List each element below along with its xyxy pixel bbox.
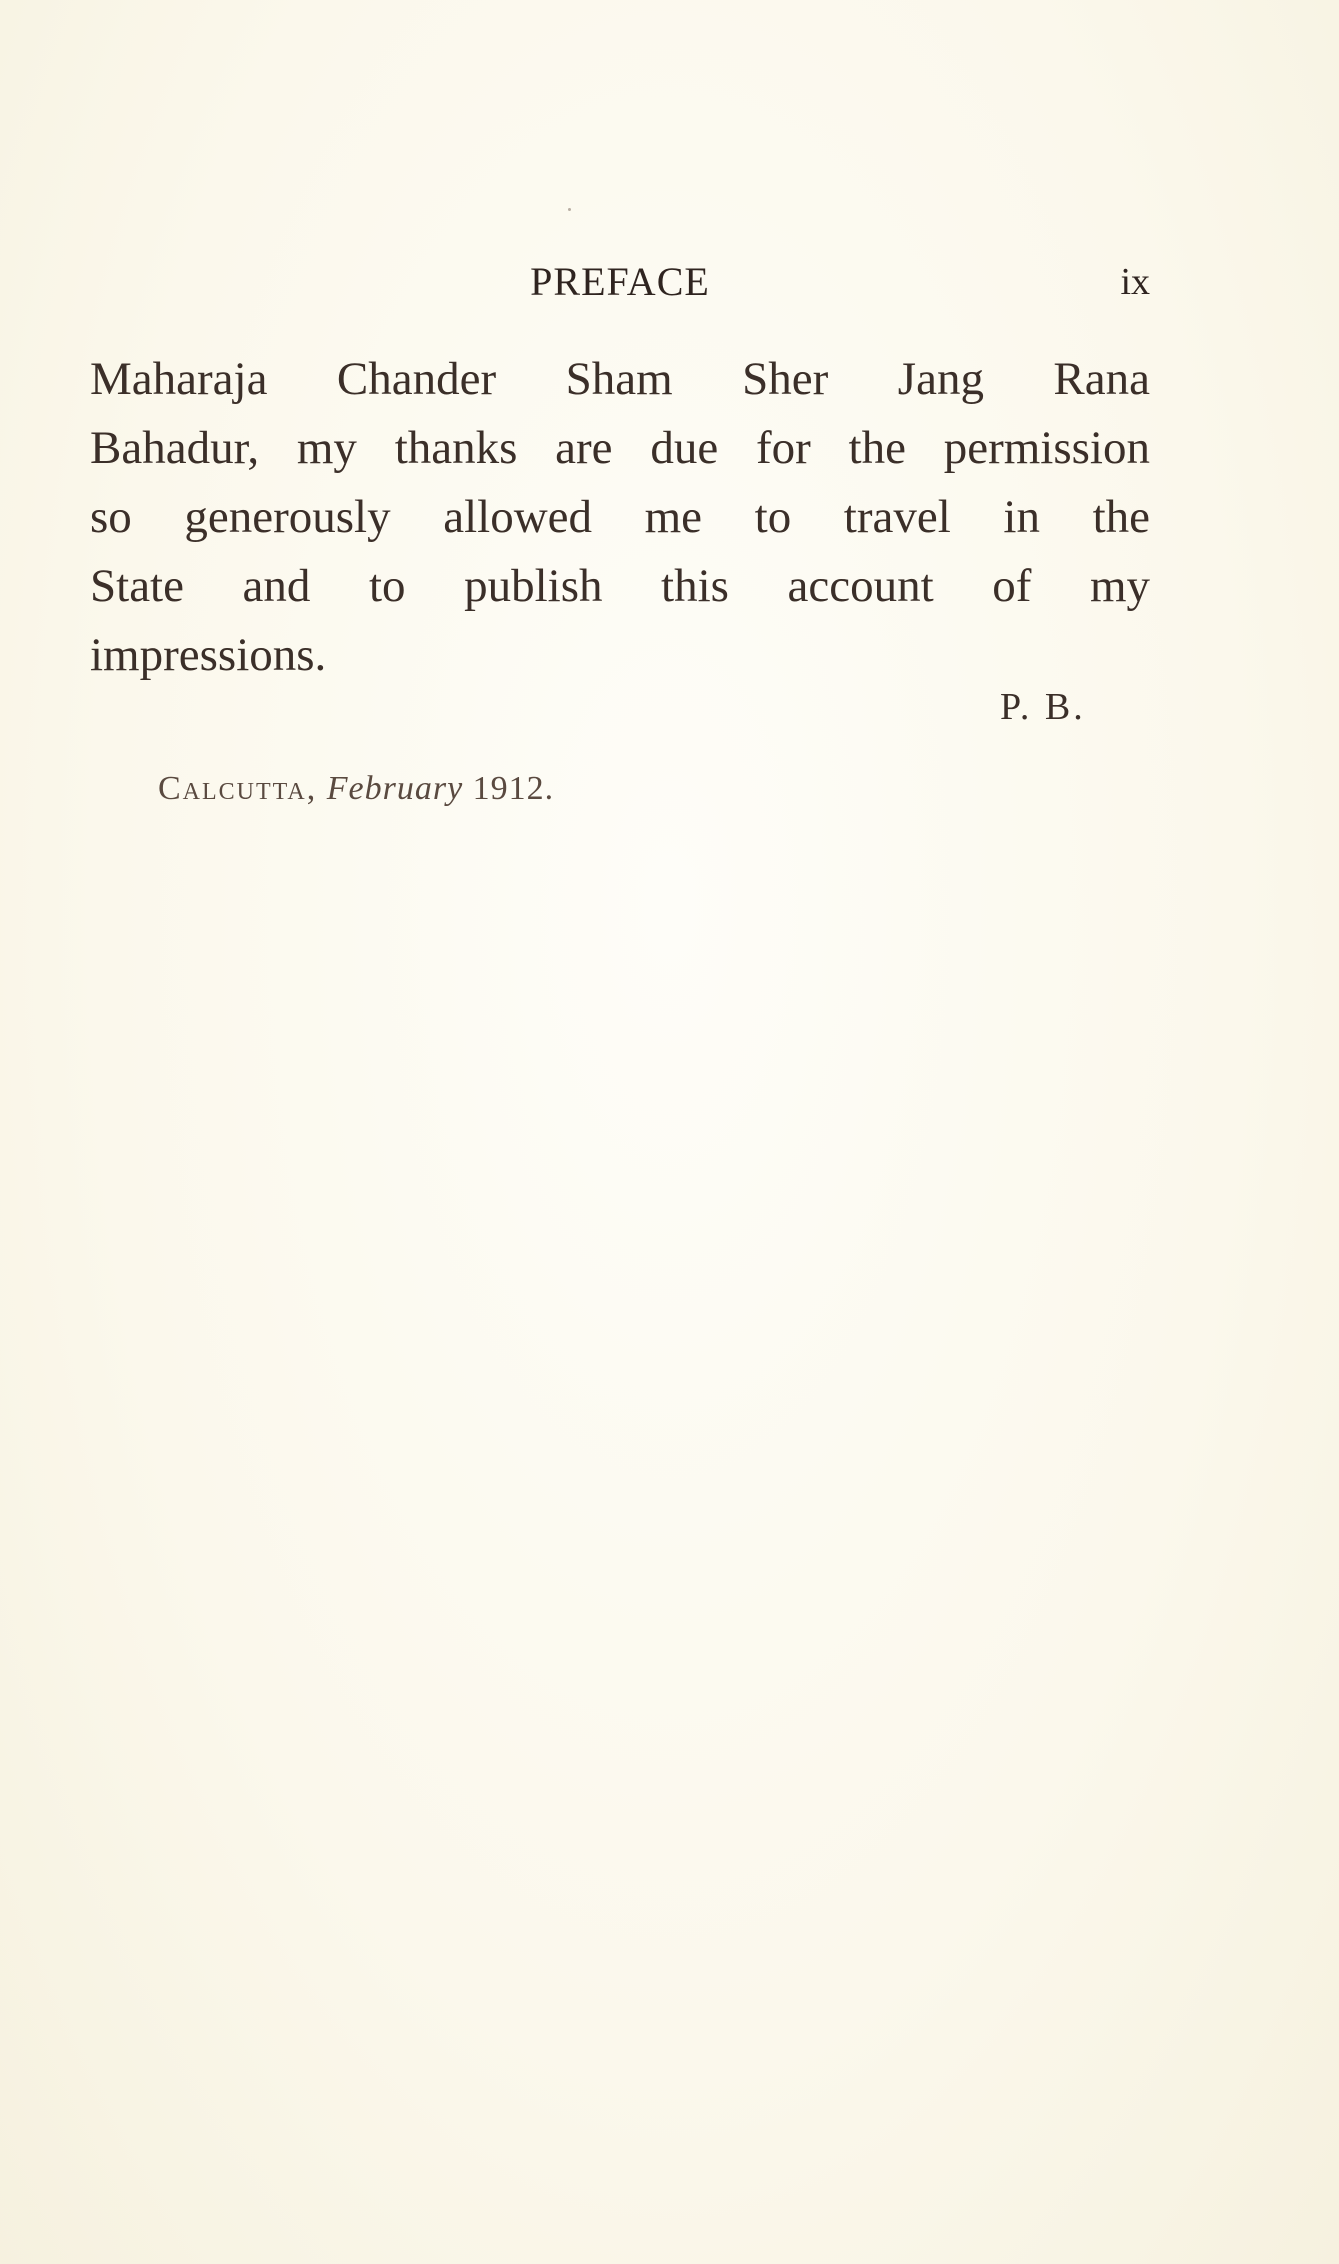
- paragraph-line: Maharaja Chander Sham Sher Jang Rana: [90, 353, 1150, 405]
- paragraph-line: so generously allowed me to travel in the: [90, 491, 1150, 543]
- paragraph-line: State and to publish this account of my: [90, 560, 1150, 612]
- dateline-year: 1912.: [472, 770, 555, 807]
- dateline-place: Calcutta,: [158, 770, 318, 807]
- paragraph-line: Bahadur, my thanks are due for the permission: [90, 422, 1150, 474]
- dateline: [158, 770, 554, 808]
- running-head: [90, 258, 1150, 318]
- page-number: ix: [1120, 261, 1150, 303]
- author-initials: P. B.: [1000, 686, 1086, 728]
- dateline-month: February: [326, 770, 464, 807]
- ink-speck: [568, 208, 571, 211]
- paragraph-line: impressions.: [90, 629, 327, 681]
- page-title: PREFACE: [530, 259, 710, 304]
- preface-paragraph: [90, 345, 1150, 690]
